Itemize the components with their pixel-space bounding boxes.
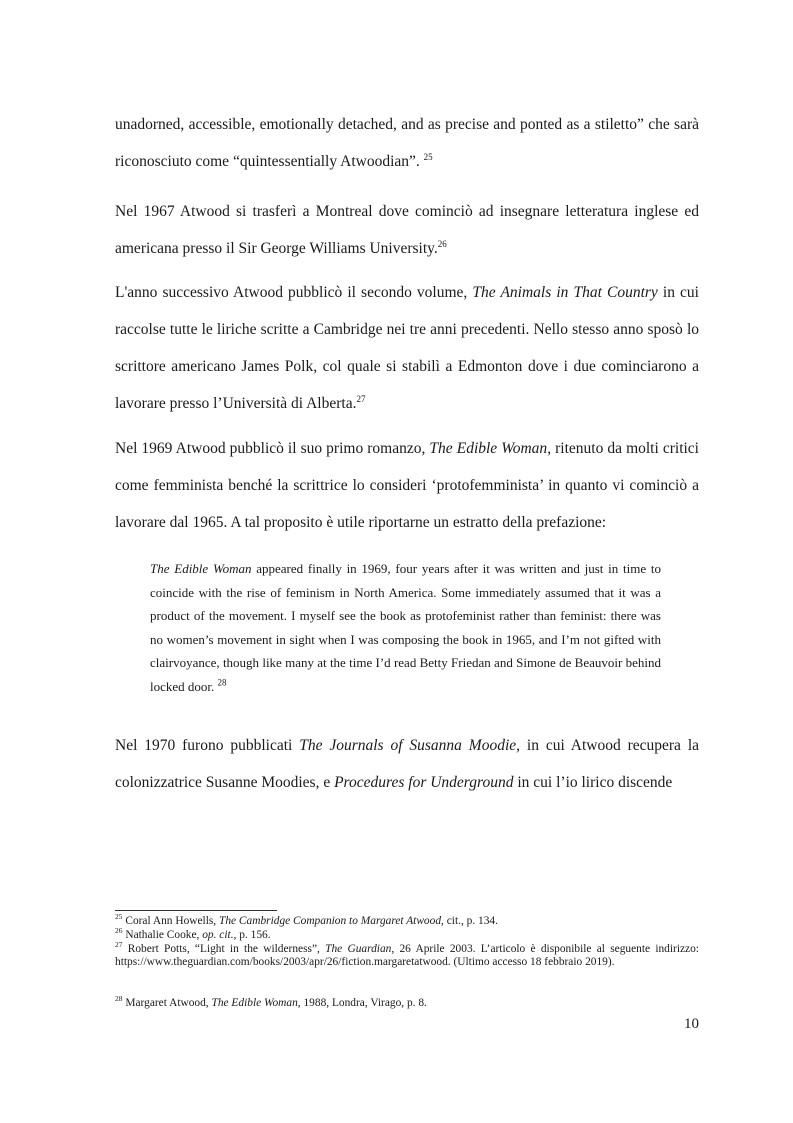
book-title-animals: The Animals in That Country bbox=[472, 284, 658, 301]
footnote-ref-25: 25 bbox=[423, 151, 433, 162]
footnote-27: $^{27}$ Robert Potts, “Light in the wilderness”, The Guardian, 26 Aprile 2003. L’articolo è disponibile al seguente indirizzo: https://www.theguardian.com/books/2003/apr/26/fiction.margaretatwood. (Ultimo accesso 18 febbraio 2019). bbox=[115, 940, 699, 969]
page-number: 10 bbox=[684, 1016, 699, 1032]
book-title-procedures: Procedures for Underground bbox=[334, 774, 514, 791]
paragraph-montreal: Nel 1967 Atwood si trasferì a Montreal dove cominciò ad insegnare letteratura inglese ed americana presso il Sir George Williams University.$^{26}$ bbox=[115, 203, 699, 257]
footnote-26: $^{26}$ Nathalie Cooke, op. cit., p. 156. bbox=[115, 926, 271, 941]
footnote-ref-26: 26 bbox=[437, 238, 447, 249]
quote-book-title: The Edible Woman bbox=[150, 561, 252, 576]
paragraph-edible-woman: Nel 1969 Atwood pubblicò il suo primo romanzo, The Edible Woman, ritenuto da molti critici come femminista benché la scrittrice lo consideri ‘protofemminista’ in quanto vi cominciò a lavorare dal 1965. A tal proposito è utile riportarne un estratto della prefazione: bbox=[115, 440, 699, 531]
paragraph-1970: Nel 1970 furono pubblicati The Journals of Susanna Moodie, in cui Atwood recupera la colonizzatrice Susanne Moodies, e Procedures for Underground in cui l’io lirico discende bbox=[115, 737, 699, 791]
footnote-28: $^{28}$ Margaret Atwood, The Edible Woman, 1988, Londra, Virago, p. 8. bbox=[115, 994, 427, 1009]
footnote-25: $^{25}$ Coral Ann Howells, The Cambridge Companion to Margaret Atwood, cit., p. 134. bbox=[115, 912, 498, 927]
block-quote: The Edible Woman appeared finally in 1969, four years after it was written and just in time to coincide with the rise of feminism in North America. Some immediately assumed that it was a product of the movement. I myself see the book as protofeminist rather than feminist: there was no women’s movement in sight when I was composing the book in 1965, and I’m not gifted with clairvoyance, though like many at the time I’d read Betty Friedan and Simone de Beauvoir behind locked door. $^{28}$ bbox=[150, 561, 661, 694]
footnote-separator bbox=[115, 910, 277, 911]
footnote-ref-28: 28 bbox=[217, 677, 227, 688]
footnote-ref-27: 27 bbox=[356, 393, 366, 404]
paragraph-stiletto: unadorned, accessible, emotionally detached, and as precise and ponted as a stiletto” che sarà riconosciuto come “quintessentially Atwoodian”. $^{25}$ bbox=[115, 116, 699, 170]
footnote-27-url-text: , 26 Aprile 2003. L’articolo è disponibile al seguente indirizzo: https://www.theguardian.com/books/2003/apr/26/fiction.margaretatwood. (Ultimo accesso 18 febbraio 2019). bbox=[115, 943, 699, 969]
book-title-journals: The Journals of Susanna Moodie bbox=[299, 737, 517, 754]
paragraph-animals: L'anno successivo Atwood pubblicò il secondo volume, The Animals in That Country in cui raccolse tutte le liriche scritte a Cambridge nei tre anni precedenti. Nello stesso anno sposò lo scrittore americano James Polk, col quale si stabilì a Edmonton dove i due cominciarono a lavorare presso l’Università di Alberta.$^{27}$ bbox=[115, 284, 699, 412]
book-title-edible-woman: The Edible Woman bbox=[429, 440, 548, 457]
